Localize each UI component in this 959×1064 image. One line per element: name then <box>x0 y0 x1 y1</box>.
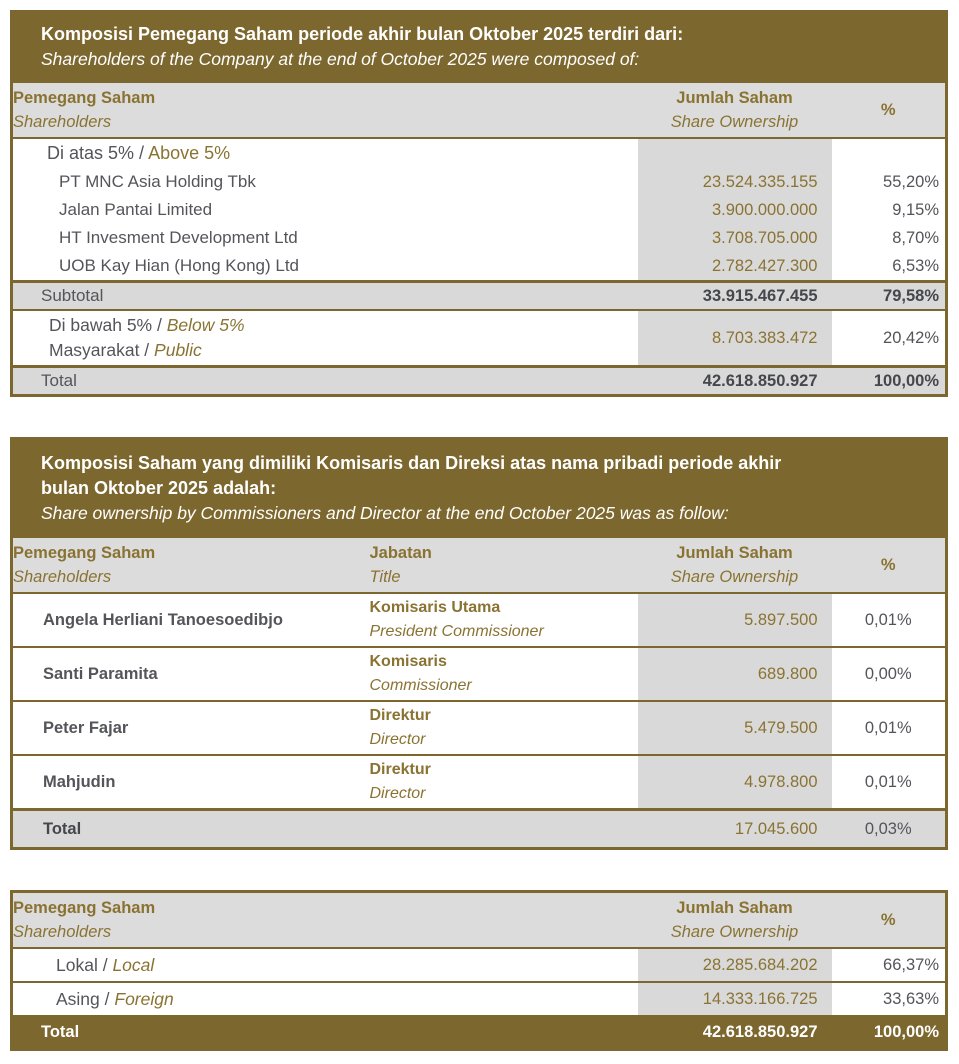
board-share-ownership-table <box>10 437 948 850</box>
header-share-ownership <box>638 82 832 138</box>
category-label-id: Lokal / <box>56 954 113 975</box>
public-label-id: Masyarakat / <box>49 340 155 360</box>
person-title-en: Director <box>369 731 426 748</box>
percent-value: 0,01% <box>832 701 947 755</box>
table1-banner-row <box>12 12 947 83</box>
table2-title-id-line2: bulan Oktober 2025 adalah: <box>41 478 277 498</box>
percent-value: 0,01% <box>832 755 947 810</box>
header-shareholders-id: Pemegang Saham <box>13 544 156 562</box>
table1-banner <box>12 12 947 83</box>
header-title <box>360 537 638 593</box>
table3-header-row <box>12 892 947 949</box>
table2-banner <box>12 439 947 538</box>
table2-title-en: Share ownership by Commissioners and Director at the end October 2025 was as follow: <box>41 503 729 523</box>
shareholder-name: PT MNC Asia Holding Tbk <box>59 172 256 191</box>
group-above-5-label <box>12 138 638 168</box>
share-count: 3.900.000.000 <box>638 196 832 224</box>
header-share-ownership-id: Jumlah Saham <box>676 899 793 917</box>
header-share-ownership-id: Jumlah Saham <box>676 89 793 107</box>
total-percent: 0,03% <box>832 810 947 849</box>
total-shares: 17.045.600 <box>638 810 832 849</box>
table-row <box>12 252 947 282</box>
table2-title-id-line1: Komposisi Saham yang dimiliki Komisaris dan Direksi atas nama pribadi periode akhir <box>41 453 782 473</box>
header-shareholders <box>12 537 360 593</box>
table-row <box>12 647 947 701</box>
total-label: Total <box>12 367 638 396</box>
percent-value: 0,00% <box>832 647 947 701</box>
share-count: 3.708.705.000 <box>638 224 832 252</box>
subtotal-percent: 79,58% <box>832 282 947 311</box>
table2-header-row <box>12 537 947 593</box>
header-shareholders-en: Shareholders <box>13 568 112 586</box>
table-row <box>12 701 947 755</box>
total-shares: 42.618.850.927 <box>638 367 832 396</box>
header-percent <box>832 537 947 593</box>
shareholder-name: UOB Kay Hian (Hong Kong) Ltd <box>59 256 300 275</box>
header-shareholders-id: Pemegang Saham <box>13 89 156 107</box>
group-below-5-row <box>12 310 947 367</box>
category-label-id: Asing / <box>56 988 115 1009</box>
header-percent-label: % <box>880 556 896 574</box>
percent-value: 6,53% <box>892 256 940 275</box>
total-percent: 100,00% <box>832 367 947 396</box>
person-title-id: Direktur <box>369 761 431 778</box>
subtotal-row <box>12 282 947 311</box>
ownership-category <box>12 982 638 1016</box>
share-count: 8.703.383.472 <box>638 310 832 367</box>
table1-header-row <box>12 82 947 138</box>
person-title <box>360 593 638 647</box>
table-row <box>12 168 947 196</box>
table-row <box>12 593 947 647</box>
percent-value: 8,70% <box>892 228 940 247</box>
group-label-en: Above 5% <box>148 143 231 163</box>
total-row <box>12 810 947 849</box>
group-above-5-row <box>12 138 947 168</box>
header-shareholders-en: Shareholders <box>13 113 112 131</box>
person-title <box>360 755 638 810</box>
share-count: 5.479.500 <box>638 701 832 755</box>
person-title-id: Komisaris <box>369 653 447 670</box>
person-name: Angela Herliani Tanoesoedibjo <box>12 593 360 647</box>
header-shareholders <box>12 892 638 949</box>
table-row <box>12 196 947 224</box>
table-row <box>12 224 947 252</box>
ownership-category <box>12 948 638 982</box>
group-below-5-label <box>12 310 638 367</box>
person-title-en: Commissioner <box>369 677 472 694</box>
table1-title-en: Shareholders of the Company at the end of October 2025 were composed of: <box>41 49 640 69</box>
table-row <box>12 982 947 1016</box>
table2-banner-row <box>12 439 947 538</box>
percent-value: 0,01% <box>832 593 947 647</box>
shareholder-name: HT Invesment Development Ltd <box>59 228 298 247</box>
header-percent <box>832 82 947 138</box>
header-shareholders <box>12 82 638 138</box>
share-count: 28.285.684.202 <box>638 948 832 982</box>
total-row <box>12 367 947 396</box>
total-percent: 100,00% <box>832 1016 947 1050</box>
header-title-id: Jabatan <box>369 544 432 562</box>
total-row <box>12 1016 947 1050</box>
table1-title-id: Komposisi Pemegang Saham periode akhir bulan Oktober 2025 terdiri dari: <box>41 24 684 44</box>
table-row <box>12 948 947 982</box>
subtotal-label: Subtotal <box>12 282 638 311</box>
header-shareholders-en: Shareholders <box>13 923 112 941</box>
total-shares: 42.618.850.927 <box>638 1016 832 1050</box>
header-percent-label: % <box>880 101 896 119</box>
header-percent-label: % <box>880 911 896 929</box>
local-foreign-ownership-table <box>10 890 948 1051</box>
table-row <box>12 755 947 810</box>
share-count: 14.333.166.725 <box>638 982 832 1016</box>
header-share-ownership-en: Share Ownership <box>670 113 799 131</box>
shareholder-name: Jalan Pantai Limited <box>59 200 213 219</box>
total-label: Total <box>12 1016 638 1050</box>
person-title-id: Direktur <box>369 707 431 724</box>
header-share-ownership <box>638 892 832 949</box>
public-line <box>49 338 638 363</box>
empty-share-cell <box>638 138 832 168</box>
below-label-id: Di bawah 5% / <box>49 315 167 335</box>
person-name: Santi Paramita <box>12 647 360 701</box>
person-title <box>360 701 638 755</box>
empty-percent-cell <box>832 138 947 168</box>
percent-value: 9,15% <box>892 200 940 219</box>
share-count: 2.782.427.300 <box>638 252 832 282</box>
percent-value: 55,20% <box>883 172 940 191</box>
group-label-id: Di atas 5% / <box>47 143 149 163</box>
shareholders-composition-table <box>10 10 948 397</box>
share-count: 689.800 <box>638 647 832 701</box>
category-label-en: Foreign <box>114 988 174 1009</box>
category-label-en: Local <box>112 954 155 975</box>
person-name: Mahjudin <box>12 755 360 810</box>
header-shareholders-id: Pemegang Saham <box>13 899 156 917</box>
person-title-en: Director <box>369 785 426 802</box>
below-label-en: Below 5% <box>166 315 245 335</box>
header-share-ownership <box>638 537 832 593</box>
subtotal-shares: 33.915.467.455 <box>638 282 832 311</box>
header-percent <box>832 892 947 949</box>
percent-value: 20,42% <box>832 310 947 367</box>
person-name: Peter Fajar <box>12 701 360 755</box>
percent-value: 33,63% <box>832 982 947 1016</box>
header-share-ownership-en: Share Ownership <box>670 568 799 586</box>
header-title-en: Title <box>369 568 401 586</box>
public-label-en: Public <box>154 340 202 360</box>
empty-title-cell <box>360 810 638 849</box>
person-title-id: Komisaris Utama <box>369 599 501 616</box>
share-count: 5.897.500 <box>638 593 832 647</box>
share-count: 23.524.335.155 <box>638 168 832 196</box>
header-share-ownership-id: Jumlah Saham <box>676 544 793 562</box>
below-5-line <box>49 313 638 338</box>
header-share-ownership-en: Share Ownership <box>670 923 799 941</box>
total-label: Total <box>12 810 360 849</box>
share-count: 4.978.800 <box>638 755 832 810</box>
percent-value: 66,37% <box>832 948 947 982</box>
person-title-en: President Commissioner <box>369 623 544 640</box>
person-title <box>360 647 638 701</box>
